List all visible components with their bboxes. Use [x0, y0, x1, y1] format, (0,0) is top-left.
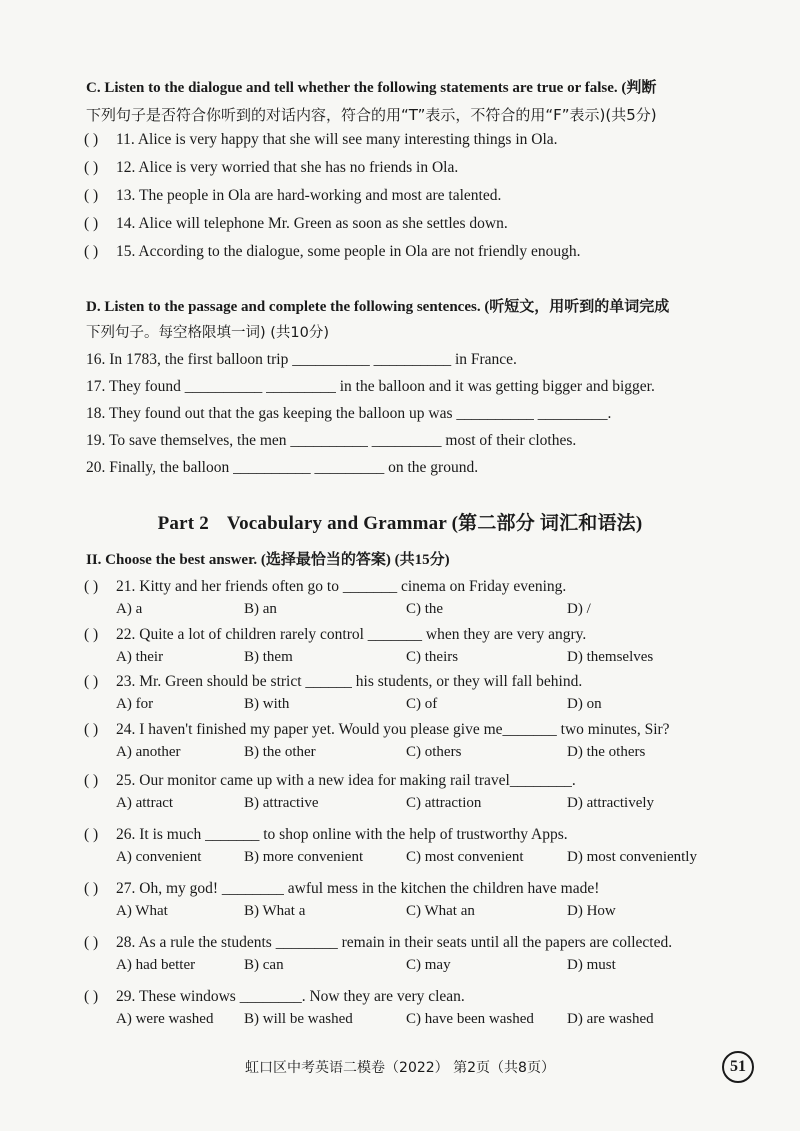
answer-option[interactable]: A) were washed [116, 1011, 214, 1027]
answer-option[interactable]: D) / [567, 601, 591, 617]
list-item [0, 131, 800, 153]
answer-blank[interactable]: ( ) [84, 626, 99, 643]
question-item [0, 673, 800, 721]
fill-in-sentence[interactable]: 17. They found __________ _________ in the balloon and it was getting bigger and bigger. [86, 378, 655, 395]
section-c-heading: C. Listen to the dialogue and tell whether the following statements are true or false. (判断 [86, 80, 657, 96]
answer-option[interactable]: A) What [116, 903, 168, 919]
answer-option[interactable]: C) have been washed [406, 1011, 534, 1027]
answer-option[interactable]: C) may [406, 957, 451, 973]
list-item [0, 215, 800, 237]
part2-label: Part 2 [157, 513, 209, 534]
answer-option[interactable]: C) the [406, 601, 444, 617]
answer-option[interactable]: B) can [244, 957, 284, 973]
answer-option[interactable]: B) the other [244, 744, 316, 760]
answer-blank[interactable]: ( ) [84, 215, 99, 232]
answer-blank[interactable]: ( ) [84, 721, 99, 738]
question-item [0, 772, 800, 820]
answer-blank[interactable]: ( ) [84, 880, 99, 897]
answer-blank[interactable]: ( ) [84, 826, 99, 843]
section-d-heading: D. Listen to the passage and complete the following sentences. (听短文，用听到的单词完成 [86, 299, 670, 315]
question-text: 28. As a rule the students ________ remain in their seats until all the papers are collected. [116, 934, 673, 951]
question-item [0, 880, 800, 928]
answer-option[interactable]: B) more convenient [244, 849, 364, 865]
part2-subtitle: Vocabulary and Grammar (第二部分 词汇和语法) [226, 513, 643, 534]
answer-blank[interactable]: ( ) [84, 934, 99, 951]
question-item [0, 934, 800, 982]
answer-option[interactable]: D) the others [567, 744, 646, 760]
answer-option[interactable]: A) convenient [116, 849, 202, 865]
answer-option[interactable]: B) with [244, 696, 290, 712]
statement-text: 15. According to the dialogue, some people in Ola are not friendly enough. [116, 243, 581, 260]
question-item [0, 721, 800, 769]
answer-option[interactable]: A) another [116, 744, 181, 760]
answer-blank[interactable]: ( ) [84, 131, 99, 148]
question-text: 25. Our monitor came up with a new idea for making rail travel________. [116, 772, 576, 789]
question-item [0, 988, 800, 1036]
answer-option[interactable]: C) most convenient [406, 849, 524, 865]
answer-option[interactable]: D) most conveniently [567, 849, 697, 865]
answer-option[interactable]: B) them [244, 649, 293, 665]
answer-option[interactable]: A) attract [116, 795, 174, 811]
question-item [0, 626, 800, 674]
page-number-badge: 51 [722, 1051, 754, 1083]
answer-blank[interactable]: ( ) [84, 187, 99, 204]
question-item [0, 826, 800, 874]
question-text: 22. Quite a lot of children rarely control _______ when they are very angry. [116, 626, 587, 643]
answer-option[interactable]: D) How [567, 903, 616, 919]
statement-text: 14. Alice will telephone Mr. Green as soon as she settles down. [116, 215, 508, 232]
answer-option[interactable]: A) for [116, 696, 154, 712]
fill-in-sentence[interactable]: 16. In 1783, the first balloon trip __________ __________ in France. [86, 351, 517, 368]
answer-option[interactable]: D) on [567, 696, 602, 712]
answer-option[interactable]: C) of [406, 696, 438, 712]
fill-in-sentence[interactable]: 20. Finally, the balloon __________ _________ on the ground. [86, 459, 479, 476]
question-text: 24. I haven't finished my paper yet. Would you please give me_______ two minutes, Sir? [116, 721, 670, 738]
list-item [0, 159, 800, 181]
question-text: 26. It is much _______ to shop online with the help of trustworthy Apps. [116, 826, 568, 843]
answer-blank[interactable]: ( ) [84, 772, 99, 789]
part2-title [0, 508, 800, 535]
answer-blank[interactable]: ( ) [84, 578, 99, 595]
fill-in-sentence[interactable]: 18. They found out that the gas keeping the balloon up was __________ _________. [86, 405, 612, 422]
question-text: 21. Kitty and her friends often go to _______ cinema on Friday evening. [116, 578, 567, 595]
answer-option[interactable]: C) What an [406, 903, 475, 919]
question-text: 23. Mr. Green should be strict ______ his students, or they will fall behind. [116, 673, 583, 690]
list-item [0, 187, 800, 209]
answer-option[interactable]: D) themselves [567, 649, 654, 665]
answer-option[interactable]: A) their [116, 649, 164, 665]
answer-option[interactable]: A) had better [116, 957, 196, 973]
answer-option[interactable]: B) What a [244, 903, 306, 919]
answer-option[interactable]: C) others [406, 744, 462, 760]
statement-text: 13. The people in Ola are hard-working and most are talented. [116, 187, 502, 204]
answer-option[interactable]: A) a [116, 601, 143, 617]
question-item [0, 578, 800, 626]
section-ii-heading: II. Choose the best answer. (选择最恰当的答案) (共15分) [86, 552, 450, 568]
answer-option[interactable]: C) theirs [406, 649, 459, 665]
answer-option[interactable]: B) attractive [244, 795, 319, 811]
statement-text: 11. Alice is very happy that she will see many interesting things in Ola. [116, 131, 558, 148]
question-text: 29. These windows ________. Now they are very clean. [116, 988, 465, 1005]
answer-blank[interactable]: ( ) [84, 673, 99, 690]
answer-option[interactable]: B) will be washed [244, 1011, 353, 1027]
list-item [0, 243, 800, 265]
statement-text: 12. Alice is very worried that she has no friends in Ola. [116, 159, 459, 176]
answer-option[interactable]: B) an [244, 601, 277, 617]
question-text: 27. Oh, my god! ________ awful mess in the kitchen the children have made! [116, 880, 600, 897]
answer-option[interactable]: D) must [567, 957, 616, 973]
answer-blank[interactable]: ( ) [84, 159, 99, 176]
page-footer: 虹口区中考英语二模卷（2022） 第2页（共8页） [245, 1060, 555, 1076]
answer-option[interactable]: C) attraction [406, 795, 482, 811]
answer-blank[interactable]: ( ) [84, 243, 99, 260]
section-d-heading-cn: 下列句子。每空格限填一词) (共10分) [86, 325, 330, 341]
fill-in-sentence[interactable]: 19. To save themselves, the men __________ _________ most of their clothes. [86, 432, 577, 449]
section-c-heading-cn: 下列句子是否符合你听到的对话内容，符合的用“T”表示，不符合的用“F”表示)(共5分) [86, 106, 657, 124]
answer-option[interactable]: D) attractively [567, 795, 655, 811]
answer-option[interactable]: D) are washed [567, 1011, 654, 1027]
answer-blank[interactable]: ( ) [84, 988, 99, 1005]
